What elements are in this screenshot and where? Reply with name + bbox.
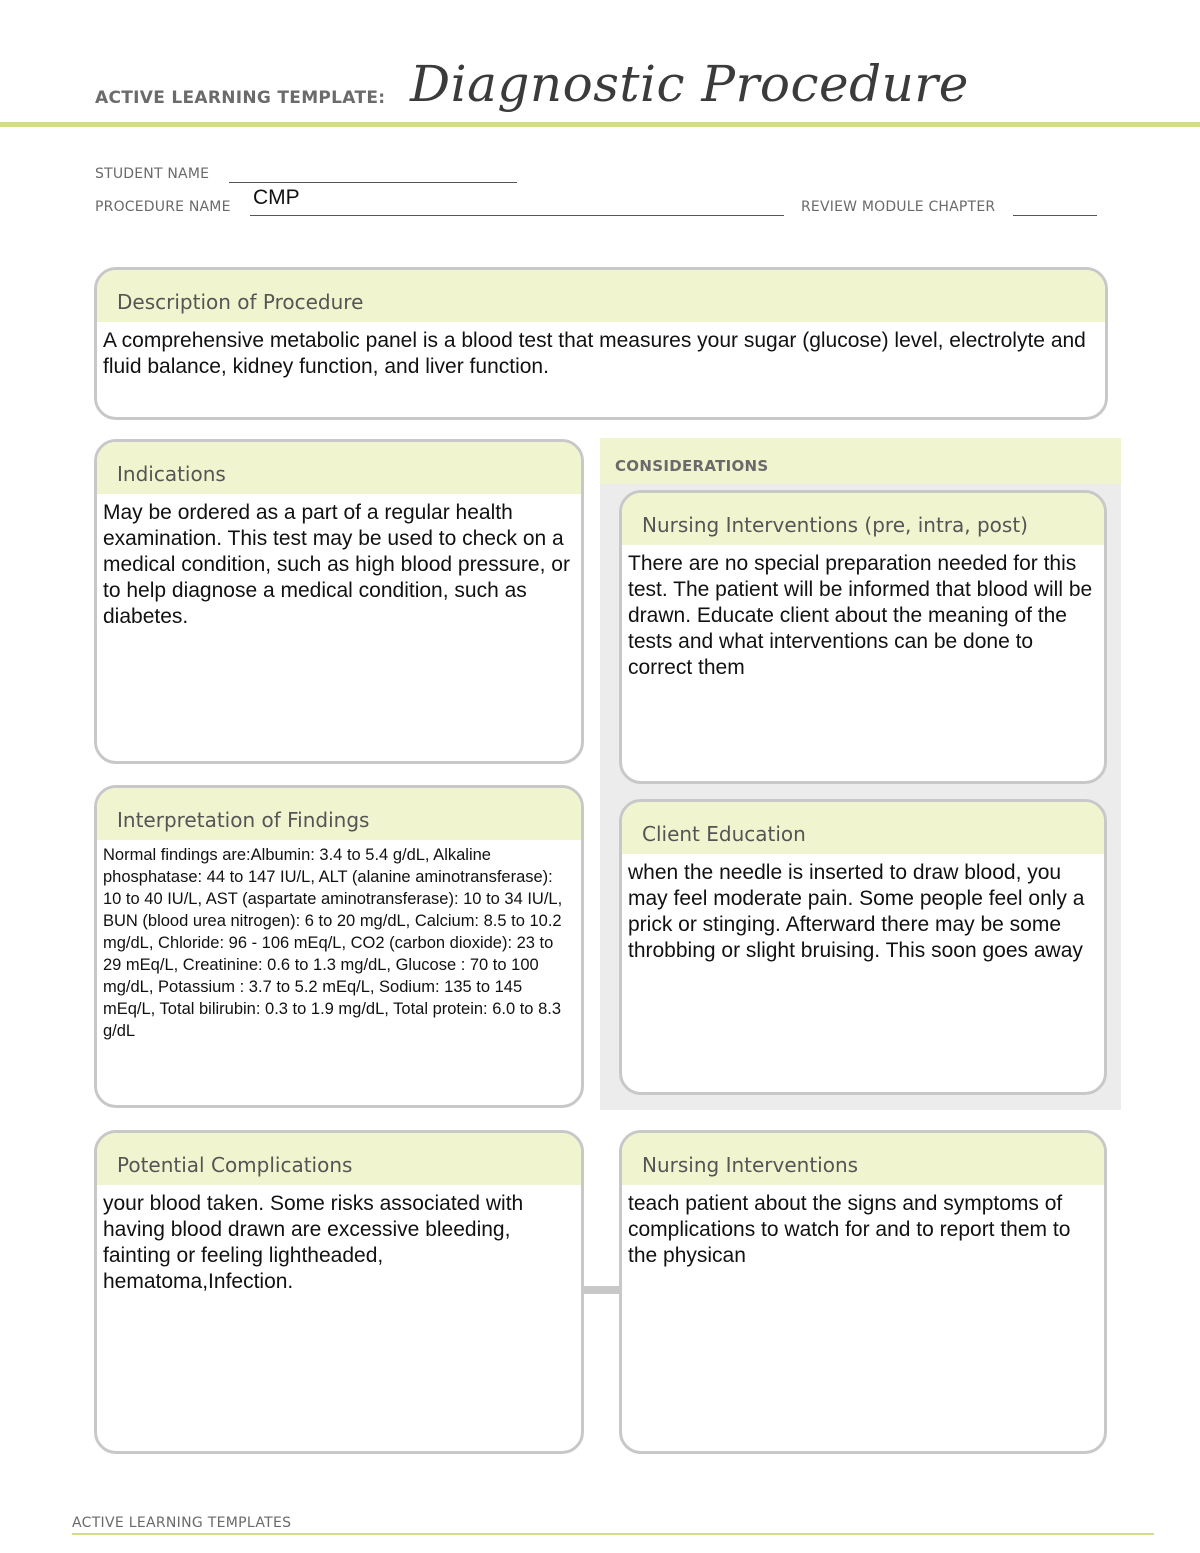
- description-box: [94, 267, 1108, 420]
- nursing-interventions-box: [619, 1130, 1107, 1454]
- nursing-interventions-title: Nursing Interventions: [622, 1133, 1104, 1185]
- footer-divider: [72, 1533, 1154, 1535]
- nursing-interventions-text[interactable]: teach patient about the signs and symptoms of complications to watch for and to report them to the physican: [628, 1192, 1071, 1267]
- potential-complications-text[interactable]: your blood taken. Some risks associated with having blood drawn are excessive bleeding, fainting or feeling lightheaded, hematoma,Infection.: [103, 1192, 524, 1293]
- considerations-header: [600, 438, 1121, 484]
- procedure-name-label: PROCEDURE NAME: [95, 199, 231, 215]
- indications-text[interactable]: May be ordered as a part of a regular health examination. This test may be used to check on a medical condition, such as high blood pressure, or to help diagnose a medical condition, such as diabetes.: [103, 501, 570, 628]
- potential-complications-box: [94, 1130, 584, 1454]
- description-title: Description of Procedure: [97, 270, 1105, 322]
- page-header: [0, 0, 1200, 130]
- potential-complications-title: Potential Complications: [97, 1133, 581, 1185]
- description-text[interactable]: A comprehensive metabolic panel is a blood test that measures your sugar (glucose) level, electrolyte and fluid balance, kidney function, and liver function.: [103, 329, 1086, 378]
- review-module-field[interactable]: [1013, 215, 1097, 216]
- interpretation-title: Interpretation of Findings: [97, 788, 581, 840]
- indications-box: [94, 439, 584, 764]
- student-name-field[interactable]: [229, 182, 517, 183]
- nursing-interventions-ppp-box: [619, 490, 1107, 784]
- indications-title: Indications: [97, 442, 581, 494]
- template-label: ACTIVE LEARNING TEMPLATE:: [95, 88, 386, 108]
- client-education-title: Client Education: [622, 802, 1104, 854]
- client-education-text[interactable]: when the needle is inserted to draw blood, you may feel moderate pain. Some people feel only a prick or stinging. Afterward there may be some throbbing or slight bruising. This soon goes away: [628, 861, 1085, 962]
- nursing-interventions-ppp-text[interactable]: There are no special preparation needed for this test. The patient will be informed that blood will be drawn. Educate client about the meaning of the tests and what interventions can be done to correct them: [628, 552, 1093, 679]
- review-module-label: REVIEW MODULE CHAPTER: [801, 199, 996, 215]
- student-name-label: STUDENT NAME: [95, 166, 210, 182]
- considerations-label: CONSIDERATIONS: [615, 457, 769, 475]
- interpretation-box: [94, 785, 584, 1108]
- procedure-name-field[interactable]: [250, 215, 784, 216]
- footer-label: ACTIVE LEARNING TEMPLATES: [72, 1515, 292, 1531]
- header-divider: [0, 122, 1200, 127]
- page-title: Diagnostic Procedure: [410, 55, 969, 113]
- box-connector: [582, 1286, 622, 1294]
- client-education-box: [619, 799, 1107, 1095]
- procedure-name-value: CMP: [253, 186, 300, 209]
- nursing-interventions-ppp-title: Nursing Interventions (pre, intra, post): [622, 493, 1104, 545]
- interpretation-text[interactable]: Normal findings are:Albumin: 3.4 to 5.4 g/dL, Alkaline phosphatase: 44 to 147 IU/L, ALT (alanine aminotransferase): 10 to 40 IU/L, AST (aspartate aminotransferase): 10 to 34 IU/L, BUN (blood urea nitrogen): 6 to 20 mg/dL, Calcium: 8.5 to 10.2 mg/dL, Chloride: 96 - 106 mEq/L, CO2 (carbon dioxide): 23 to 29 mEq/L, Creatinine: 0.6 to 1.3 mg/dL, Glucose : 70 to 100 mg/dL, Potassium : 3.7 to 5.2 mEq/L, Sodium: 135 to 145 mEq/L, Total bilirubin: 0.3 to 1.9 mg/dL, Total protein: 6.0 to 8.3 g/dL: [103, 846, 563, 1040]
